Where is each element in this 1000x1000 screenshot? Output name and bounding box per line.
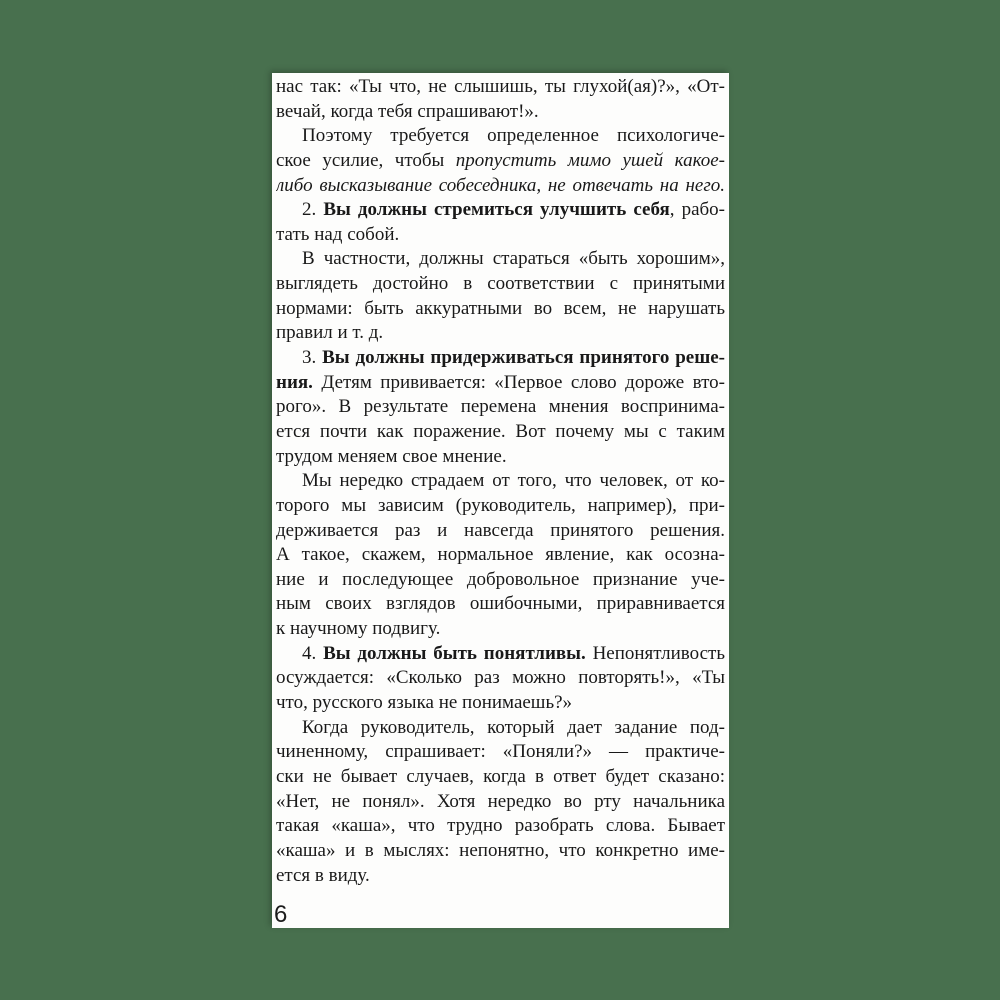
text-segment: Поэтому требуется определенное психологиче- (302, 125, 725, 147)
text-segment: В частности, должны стараться «быть хорошим», (302, 248, 725, 270)
text-segment: 2. (302, 199, 324, 221)
text-line (276, 198, 725, 223)
text-line (276, 321, 725, 346)
text-segment: держивается раз и навсегда принятого решения. (276, 519, 725, 541)
text-segment: ным своих взглядов ошибочными, приравнивается (276, 593, 725, 615)
text-line (276, 543, 725, 568)
text-segment: 4. (302, 642, 324, 664)
text-line (276, 223, 725, 248)
text-segment: ется в виду. (276, 864, 370, 886)
page-number: 6 (274, 901, 288, 928)
text-segment: к научному подвигу. (276, 618, 441, 640)
text-line (276, 790, 725, 815)
text-segment: трудом меняем свое мнение. (276, 445, 507, 467)
text-line (276, 124, 725, 149)
text-segment: Вы должны быть понятливы. (323, 642, 586, 664)
text-line (276, 75, 725, 100)
text-segment: нормами: быть аккуратными во всем, не нарушать (276, 297, 725, 319)
text-segment: ние и последующее добровольное признание уче- (276, 568, 725, 590)
text-line (276, 519, 725, 544)
text-segment: Мы нередко страдаем от того, что человек, от ко- (302, 470, 725, 492)
text-line (276, 247, 725, 272)
text-line (276, 839, 725, 864)
text-line (276, 494, 725, 519)
text-line (276, 765, 725, 790)
text-segment: нас так: «Ты что, не слышишь, ты глухой(ая)?», «От- (276, 76, 725, 97)
text-line (276, 445, 725, 470)
text-segment: торого мы зависим (руководитель, например), при- (276, 494, 725, 516)
text-segment: ния. (276, 371, 313, 393)
text-segment: «каша» и в мыслях: непонятно, что конкретно име- (276, 839, 725, 861)
text-segment: Непонятливость (585, 642, 725, 664)
text-line (276, 716, 725, 741)
text-segment: пропустить мимо ушей какое- (455, 149, 725, 171)
text-segment: ски не бывает случаев, когда в ответ будет сказано: (276, 765, 725, 787)
text-segment: Вы должны стремиться улучшить себя (323, 199, 670, 221)
text-segment: рого». В результате перемена мнения воспринима- (276, 396, 725, 418)
text-segment: вечай, когда тебя спрашивают!». (276, 100, 539, 122)
text-line (276, 864, 725, 889)
text-segment: ется почти как поражение. Вот почему мы с таким (276, 420, 725, 442)
text-segment: Детям прививается: «Первое слово дороже вто- (312, 371, 725, 393)
text-lines (276, 75, 725, 888)
text-segment: чиненному, спрашивает: «Поняли?» — практиче- (276, 741, 725, 763)
text-segment: , рабо- (669, 199, 725, 221)
text-line (276, 174, 725, 199)
text-line (276, 617, 725, 642)
text-line (276, 691, 725, 716)
text-segment: А такое, скажем, нормальное явление, как осозна- (276, 544, 725, 566)
text-segment: что, русского языка не понимаешь?» (276, 692, 573, 714)
text-line (276, 469, 725, 494)
text-segment: Когда руководитель, который дает задание под- (302, 716, 725, 738)
text-segment: такая «каша», что трудно разобрать слова. Бывает (276, 815, 725, 837)
text-segment: 3. (302, 347, 323, 369)
text-line (276, 814, 725, 839)
text-segment: осуждается: «Сколько раз можно повторять!», «Ты (276, 667, 725, 689)
text-line (276, 371, 725, 396)
text-line (276, 568, 725, 593)
text-line (276, 346, 725, 371)
text-line (276, 666, 725, 691)
text-segment: правил и т. д. (276, 322, 384, 344)
text-line (276, 740, 725, 765)
text-line (276, 100, 725, 125)
text-line (276, 272, 725, 297)
text-segment: «Нет, не понял». Хотя нередко во рту начальника (276, 790, 725, 812)
text-segment: либо высказывание собеседника, не отвечать на него. (276, 174, 725, 196)
text-segment: выглядеть достойно в соответствии с принятыми (276, 273, 725, 295)
text-line (276, 149, 725, 174)
text-segment: ское усилие, чтобы (276, 149, 456, 171)
text-line (276, 592, 725, 617)
text-segment: тать над собой. (276, 223, 400, 245)
text-segment: Вы должны придерживаться принятого реше- (322, 347, 725, 369)
book-page (272, 73, 729, 928)
text-line (276, 642, 725, 667)
text-line (276, 420, 725, 445)
text-line (276, 297, 725, 322)
text-line (276, 395, 725, 420)
